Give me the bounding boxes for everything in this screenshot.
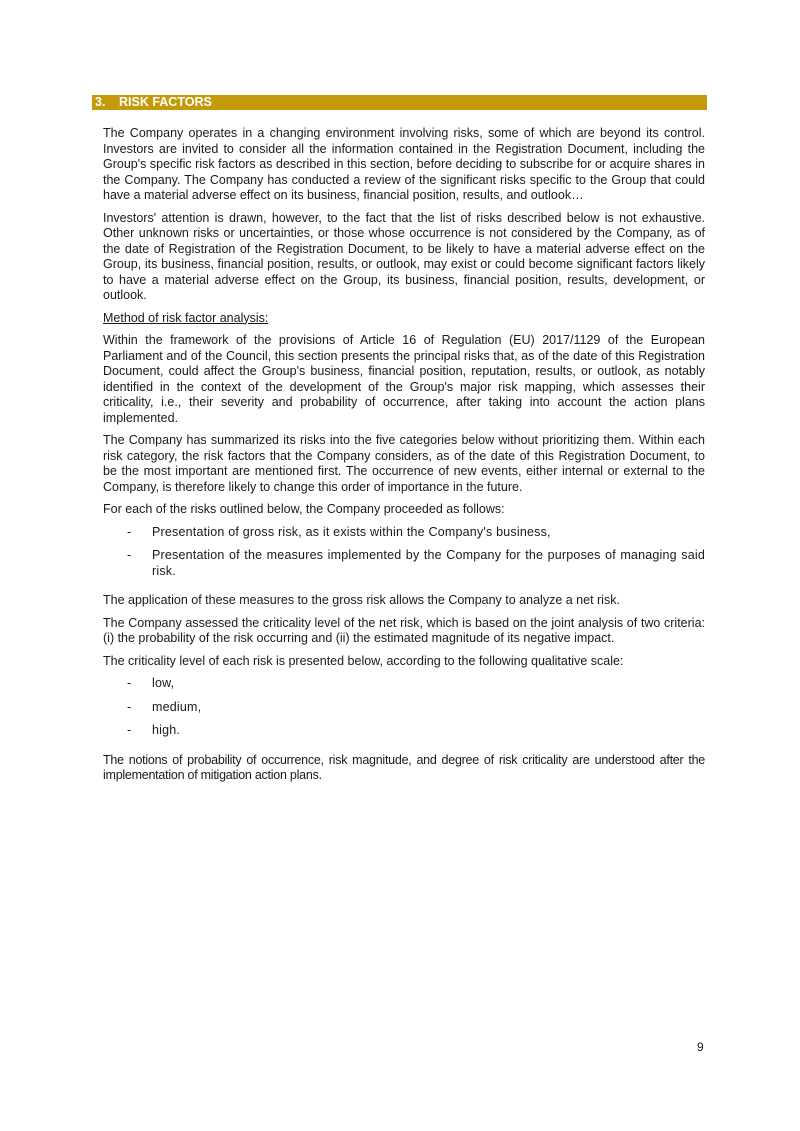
paragraph-intro: The Company operates in a changing environment involving risks, some of which are beyond its control. Investors are invited to consider all the information contained in the Registration Document, including the Group's specific risk factors as described in this section, before deciding to subscribe for or acquire shares in the Company. The Company has conducted a review of the significant risks specific to the Group that could have a material adverse effect on its business, financial position, results, and outlook…	[103, 126, 705, 202]
paragraph-net-risk: The application of these measures to the gross risk allows the Company to analyze a net risk.	[103, 593, 620, 607]
paragraph-criticality: The Company assessed the criticality level of the net risk, which is based on the joint analysis of two criteria: (i) the probability of the risk occurring and (ii) the estimated magnitude of its negative impact.	[103, 615, 705, 645]
dash-bullet: -	[127, 699, 132, 714]
list-item-text: Presentation of gross risk, as it exists within the Company's business,	[152, 524, 551, 539]
dash-bullet: -	[127, 723, 132, 737]
scale-list	[103, 676, 705, 739]
section-title: RISK FACTORS	[119, 95, 212, 109]
procedure-list	[103, 525, 705, 580]
paragraph-categories: The Company has summarized its risks into the five categories below without prioritizing them. Within each risk category, the risk factors that the Company considers, as of the date of this Registration Document, to be the most important are mentioned first. The occurrence of new events, either internal or external to the Company, is therefore likely to change this order of importance in the future.	[103, 433, 705, 494]
section-heading	[92, 95, 707, 110]
dash-bullet: -	[127, 676, 132, 690]
dash-bullet: -	[127, 548, 132, 562]
list-item-text: medium,	[152, 699, 202, 714]
section-number: 3.	[95, 95, 106, 109]
list-item	[103, 548, 705, 579]
list-item	[103, 525, 705, 541]
document-body	[103, 126, 705, 791]
list-item-text: Presentation of the measures implemented by the Company for the purposes of managing said risk.	[152, 548, 705, 578]
dash-bullet: -	[127, 524, 132, 539]
paragraph-disclaimer: Investors' attention is drawn, however, to the fact that the list of risks described below is not exhaustive. Other unknown risks or uncertainties, or those whose occurrence is not considered by the Company, as of the date of Registration of the Registration Document, to be likely to have a material adverse effect on the Group, its business, financial position, results, or outlook, may exist or could become significant factors likely to have a material adverse effect on the Group, its business, financial position, results, development, or outlook.	[103, 210, 705, 302]
paragraph-notions: The notions of probability of occurrence, risk magnitude, and degree of risk criticality are understood after the implementation of mitigation action plans.	[103, 752, 705, 782]
method-heading: Method of risk factor analysis:	[103, 310, 269, 325]
list-item-text: low,	[152, 676, 175, 690]
paragraph-scale-intro: The criticality level of each risk is presented below, according to the following qualitative scale:	[103, 653, 624, 668]
list-item	[103, 723, 705, 739]
list-item	[103, 676, 705, 692]
list-item-text: high.	[152, 723, 181, 737]
page-number: 9	[697, 1040, 704, 1054]
paragraph-framework: Within the framework of the provisions of Article 16 of Regulation (EU) 2017/1129 of the European Parliament and of the Council, this section presents the principal risks that, as of the date of this Registration Document, could affect the Group's business, financial position, reputation, results, or outlook, as notably identified in the context of the development of the Group's major risk mapping, which assesses their criticality, i.e., their severity and probability of occurrence, after taking into account the action plans implemented.	[103, 333, 705, 425]
paragraph-procedure-intro: For each of the risks outlined below, the Company proceeded as follows:	[103, 502, 505, 516]
list-item	[103, 700, 705, 716]
